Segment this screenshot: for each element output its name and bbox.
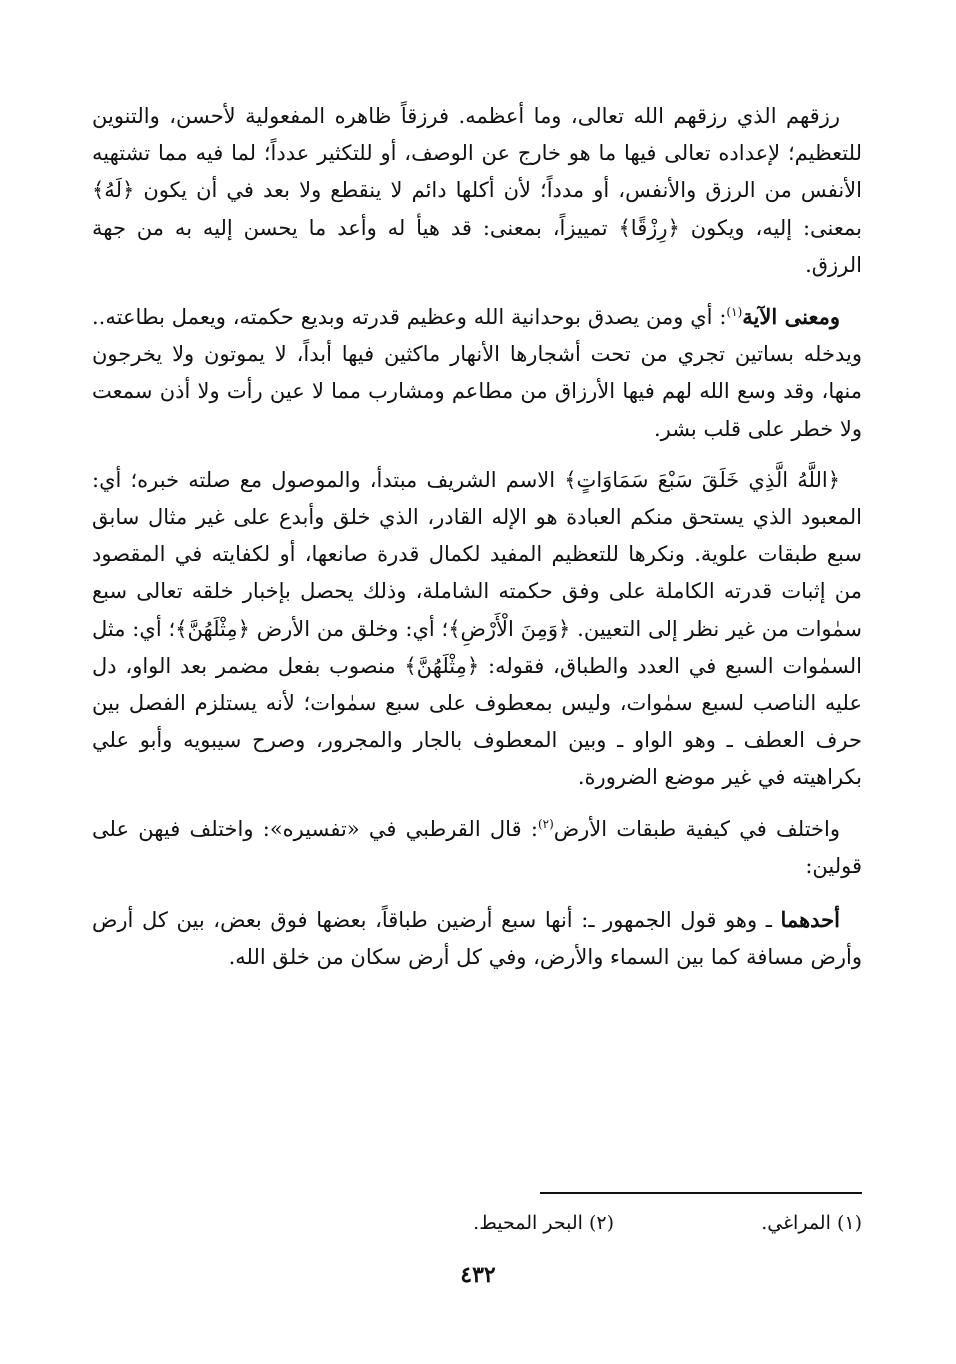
paragraph-text: ﴿اللَّهُ الَّذِي خَلَقَ سَبْعَ سَمَاوَاتٍ﴾ الاسم الشريف مبتدأ، والموصول مع صلته خبره؛ أي: المعبود الذي يستحق منكم العبادة هو الإله القادر، الذي خلق وأبدع على غير مثال سابق سبع طبقات علوية. ونكرها للتعظيم المفيد لكمال قدرة صانعها، أو لكفايته في المقصود من إثبات قدرته الكاملة على وفق حكمته الشاملة، وذلك يحصل بإخبار خلقه تعالى سبع سمٰوات من غير نظر إلى التعيين. ﴿وَمِنَ الْأَرْضِ﴾؛ أي: وخلق من الأرض ﴿مِثْلَهُنَّ﴾؛ أي: مثل السمٰوات السبع في العدد والطباق، فقوله: ﴿مِثْلَهُنَّ﴾ منصوب بفعل مضمر بعد الواو، دل عليه الناصب لسبع سمٰوات، وليس بمعطوف على سبع سمٰوات؛ لأنه يستلزم الفصل بين حرف العطف ـ وهو الواو ـ وبين المعطوف بالجار والمجرور، وصرح سيبويه وأبو علي بكراهيته في غير موضع الضرورة. — [92, 467, 862, 790]
footnote-number: (١) — [836, 1212, 862, 1234]
paragraph-5 — [92, 901, 862, 976]
footnote-2 — [473, 1208, 614, 1238]
paragraph-3 — [92, 462, 862, 797]
footnote-ref-1: (١) — [726, 305, 743, 320]
page-number: ٤٣٢ — [460, 1262, 496, 1288]
paragraph-text: : قال القرطبي في «تفسيره»: واختلف فيهن على قولين: — [92, 816, 862, 878]
paragraph-text-before: واختلف في كيفية طبقات الأرض — [553, 816, 841, 841]
footnote-ref-2: (٢) — [537, 816, 554, 831]
main-text — [92, 98, 862, 976]
paragraph-4 — [92, 811, 862, 885]
paragraph-1 — [92, 98, 862, 284]
footnote-1 — [761, 1208, 862, 1238]
footnote-text: البحر المحيط. — [473, 1212, 583, 1234]
footnote-text: المراغي. — [761, 1212, 831, 1234]
paragraph-text: : أي ومن يصدق بوحدانية الله وعظيم قدرته وبديع حكمته، ويعمل بطاعته.. ويدخله بساتين تجري من تحت أشجارها الأنهار ماكثين فيها أبداً، لا يموتون ولا يخرجون منها، وقد وسع الله لهم فيها الأرزاق من مطاعم ومشارب مما لا عين رأت ولا أذن سمعت ولا خطر على قلب بشر. — [92, 305, 862, 441]
paragraph-text: رزقهم الذي رزقهم الله تعالى، وما أعظمه. فرزقاً ظاهره المفعولية لأحسن، والتنوين للتعظيم؛ لإعداده تعالى فيها ما هو خارج عن الوصف، أو للتكثير عدداً؛ لما فيه مما تشتهيه الأنفس من الرزق والأنفس، أو مدداً؛ لأن أكلها دائم لا ينقطع ولا بعد في أن يكون ﴿لَهُ﴾ بمعنى: إليه، ويكون ﴿رِزْقًا﴾ تمييزاً، بمعنى: قد هيأ له وأعد ما يحسن إليه به من جهة الرزق. — [92, 104, 862, 277]
paragraph-lead: أحدهما — [780, 907, 840, 933]
paragraph-lead: ومعنى الآية — [742, 304, 840, 330]
footnote-number: (٢) — [588, 1212, 614, 1234]
paragraph-2 — [92, 298, 862, 448]
footnote-separator — [540, 1192, 862, 1194]
paragraph-text: ـ وهو قول الجمهور ـ: أنها سبع أرضين طباقاً، بعضها فوق بعض، بين كل أرض وأرض مسافة كما بين السماء والأرض، وفي كل أرض سكان من خلق الله. — [92, 908, 862, 970]
